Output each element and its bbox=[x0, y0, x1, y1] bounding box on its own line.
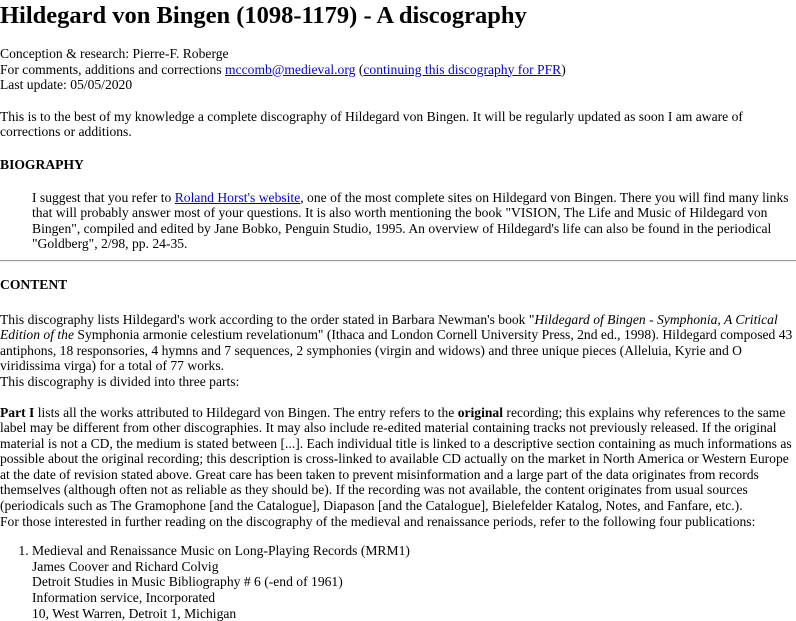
biography-text-before: I suggest that you refer to bbox=[32, 189, 175, 205]
further-reading-text: For those interested in further reading on the discography of the medieval and renaissance periods, refer to the following four publications: bbox=[0, 513, 756, 529]
publication-address: 10, West Warren, Detroit 1, Michigan bbox=[32, 605, 237, 621]
content-text-before: This discography lists Hildegard's work according to the order stated in Barbara Newman's book " bbox=[0, 311, 535, 327]
publication-publisher: Information service, Incorporated bbox=[32, 590, 216, 606]
publication-series: Detroit Studies in Music Bibliography # 6 (-end of 1961) bbox=[32, 574, 343, 590]
part1-text-before: lists all the works attributed to Hildegard von Bingen. The entry refers to the bbox=[34, 404, 458, 420]
publication-title: Medieval and Renaissance Music on Long-Playing Records (MRM1) bbox=[32, 543, 410, 559]
original-bold: original bbox=[457, 404, 504, 420]
book-title-italic: Hildegard of Bingen - Symphonia, A Critical Edition of the bbox=[0, 311, 778, 343]
page bbox=[0, 2, 796, 621]
roland-horst-link[interactable]: Roland Horst's website bbox=[174, 189, 301, 205]
credits-block bbox=[0, 46, 796, 93]
paren-open: ( bbox=[355, 61, 364, 77]
last-update-text: Last update: 05/05/2020 bbox=[0, 77, 133, 93]
part1-paragraph bbox=[0, 405, 796, 530]
biography-heading: BIOGRAPHY bbox=[0, 156, 84, 172]
page-title: Hildegard von Bingen (1098-1179) - A discography bbox=[0, 2, 527, 29]
list-item bbox=[32, 543, 796, 621]
part1-text-after: recording; this explains why references to the same label may be different from other discographies. It may also include re-edited material containing tracks not previously released. If the original material is not a CD, the medium is stated between [...]. Each individual title is linked to a descriptive section containing as much informations as possible about the original recording; this description is cross-linked to available CD actually on the market in North America or Western Europe at the date of revision stated above. Great care has been taken to prevent misinformation and a large part of the data originates from records themselves (although often not as reliable as they should be). If the recording was not available, the content originates from usual sources (periodicals such as The Gramophone [and the Catalogue], Diapason [and the Catalogue], Bielefelder Katalog, Notes, and Fanfare, etc.). bbox=[0, 404, 792, 514]
biography-paragraph bbox=[0, 190, 796, 252]
biography-text-after: , one of the most complete sites on Hildegard von Bingen. There you will find many links that will probably answer most of your questions. It is also worth mentioning the book "VISION, The Life and Music of Hildegard von Bingen", compiled and edited by Jane Bobko, Penguin Studio, 1995. An overview of Hildegard's life can also be found in the periodical "Goldberg", 2/98, pp. 24-35. bbox=[32, 189, 789, 252]
content-paragraph bbox=[0, 312, 796, 374]
intro-paragraph: This is to the best of my knowledge a complete discography of Hildegard von Bingen. It will be regularly updated as soon I am aware of corrections or additions. bbox=[0, 108, 743, 140]
section-divider bbox=[0, 260, 796, 262]
email-link[interactable]: mccomb@medieval.org bbox=[225, 61, 356, 77]
publication-authors: James Coover and Richard Colvig bbox=[32, 558, 219, 574]
comments-text: For comments, additions and corrections bbox=[0, 61, 226, 77]
conception-text: Conception & research: Pierre-F. Roberge bbox=[0, 46, 229, 61]
content-text-after: Symphonia armonie celestium revelationum" (Ithaca and London Cornell University Press, 2nd ed., 1998). Hildegard composed 43 antiphons, 18 responsories, 4 hymns and 7 sequences, 2 symphonies (virgin and widows) and three unique pieces (Alleluia, Kyrie and O viridissima virga) for a total of 77 works. bbox=[0, 327, 793, 374]
part1-label: Part I bbox=[0, 404, 35, 420]
divided-text: This discography is divided into three parts: bbox=[0, 373, 240, 389]
paren-close: ) bbox=[561, 61, 566, 77]
content-heading: CONTENT bbox=[0, 276, 68, 292]
pfr-link[interactable]: continuing this discography for PFR bbox=[363, 61, 562, 77]
publications-list bbox=[0, 543, 796, 621]
